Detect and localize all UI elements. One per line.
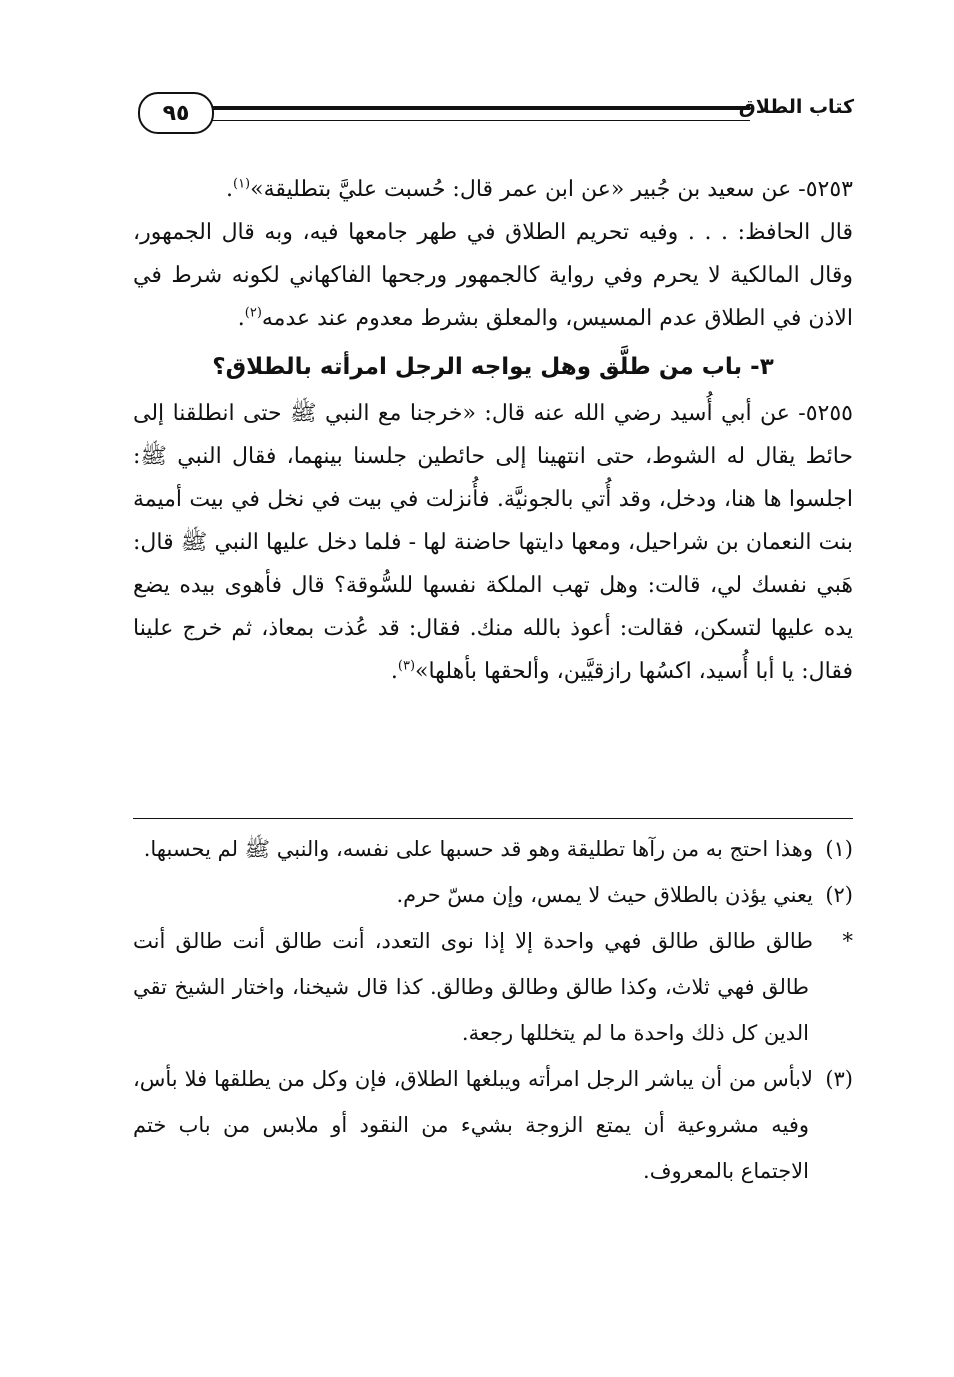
running-title: كتاب الطلاق (738, 96, 854, 118)
main-text (133, 168, 853, 693)
footnote-star (133, 918, 853, 1056)
page-number: ٩٥ (138, 92, 214, 134)
footnote-3-text: لابأس من أن يباشر الرجل امرأته ويبلغها الطلاق، فإن وكل من يطلقها فلا بأس، وفيه مشروعية أن يمتع الزوجة بشيء من النقود أو ملابس من باب ختم الاجتماع بالمعروف. (133, 1067, 813, 1183)
footnote-1-text: وهذا احتج به من رآها تطليقة وهو قد حسبها على نفسه، والنبي ﷺ لم يحسبها. (143, 837, 813, 861)
chapter-heading: ٣- باب من طلَّق وهل يواجه الرجل امرأته بالطلاق؟ (212, 354, 774, 380)
hadith-5255 (133, 392, 853, 693)
commentary-hafiz (133, 211, 853, 340)
hadith-5255-text: ٥٢٥٥- عن أبي أُسيد رضي الله عنه قال: «خرجنا مع النبي ﷺ حتى انطلقنا إلى حائط يقال له الشوط، حتى انتهينا إلى حائطين جلسنا بينهما، فقال النبي ﷺ: اجلسوا ها هنا، ودخل، وقد أُتي بالجونيَّة. فأُنزلت في بيت في نخل في بيت أميمة بنت النعمان بن شراحيل، ومعها دايتها حاضنة لها - فلما دخل عليها النبي ﷺ قال: هَبي نفسك لي، قالت: وهل تهب الملكة نفسها للسُّوقة؟ قال فأهوى بيده يضع يده عليها لتسكن، فقالت: أعوذ بالله منك. فقال: قد عُذت بمعاذ، ثم خرج علينا فقال: يا أبا أُسيد، اكسُها رازقيَّين، وألحقها بأهلها» (133, 401, 853, 684)
commentary-hafiz-end: . (237, 306, 245, 331)
hadith-5253 (133, 168, 853, 211)
footnote-1-mark: (١) (825, 837, 853, 861)
footnote-2-mark: (٢) (825, 883, 853, 907)
footnote-ref-3: (٣) (397, 658, 416, 674)
footnote-3-mark: (٣) (825, 1067, 853, 1091)
hadith-5255-end: . (390, 659, 398, 684)
footnote-divider (133, 818, 853, 819)
footnote-2 (133, 872, 853, 918)
page-header (138, 92, 854, 136)
footnotes (133, 826, 853, 1194)
footnote-ref-2: (٢) (244, 305, 262, 321)
footnote-star-mark: * (842, 929, 853, 953)
hadith-5253-text: ٥٢٥٣- عن سعيد بن جُبير «عن ابن عمر قال: حُسبت عليَّ بتطليقة» (250, 177, 853, 202)
header-rule (208, 106, 750, 121)
footnote-1 (133, 826, 853, 872)
footnote-ref-1: (١) (232, 176, 251, 192)
hadith-5253-end: . (225, 177, 233, 202)
commentary-hafiz-text: قال الحافظ: . . . وفيه تحريم الطلاق في طهر جامعها فيه، وبه قال الجمهور، وقال المالكية لا يحرم وفي رواية كالجمهور ورجحها الفاكهاني لكونه شرط في الاذن في الطلاق عدم المسيس، والمعلق بشرط معدوم عند عدمه (133, 220, 853, 331)
footnote-2-text: يعني يؤذن بالطلاق حيث لا يمس، وإن مسّ حرم. (396, 883, 813, 907)
footnote-star-text: طالق طالق طالق فهي واحدة إلا إذا نوى التعدد، أنت طالق أنت طالق أنت طالق فهي ثلاث، وكذا طالق وطالق وطالق. كذا قال شيخنا، واختار الشيخ تقي الدين كل ذلك واحدة ما لم يتخللها رجعة. (133, 929, 813, 1045)
footnote-3 (133, 1056, 853, 1194)
